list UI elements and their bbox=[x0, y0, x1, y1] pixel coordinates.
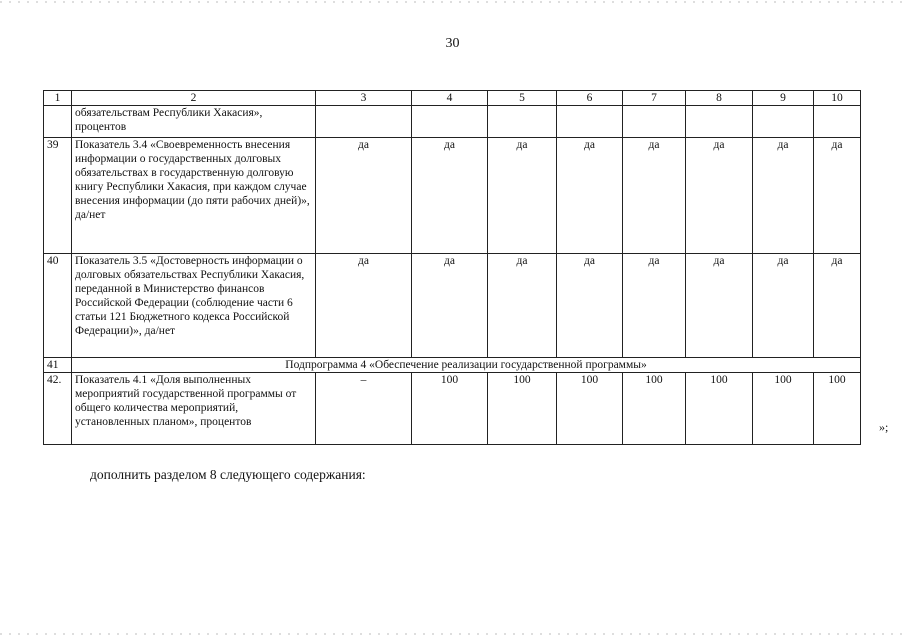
value-cell bbox=[316, 106, 412, 138]
value-cell: да bbox=[686, 254, 753, 358]
closing-quote-mark: »; bbox=[879, 420, 889, 434]
value-cell bbox=[623, 106, 686, 138]
value-cell: 100 bbox=[623, 373, 686, 445]
header-cell: 8 bbox=[686, 91, 753, 106]
row-number: 39 bbox=[44, 138, 72, 254]
value-cell bbox=[557, 106, 623, 138]
value-cell bbox=[686, 106, 753, 138]
scan-artifact-top bbox=[0, 1, 905, 3]
amendment-instruction: дополнить разделом 8 следующего содержания: bbox=[90, 467, 366, 482]
row-number: 41 bbox=[44, 358, 72, 373]
value-cell: да bbox=[753, 138, 814, 254]
indicators-table bbox=[43, 90, 861, 445]
header-cell: 6 bbox=[557, 91, 623, 106]
value-cell: да bbox=[814, 254, 861, 358]
value-cell: да bbox=[557, 138, 623, 254]
value-cell: 100 bbox=[814, 373, 861, 445]
table-row bbox=[44, 138, 861, 254]
table-row bbox=[44, 254, 861, 358]
row-number: 42. bbox=[44, 373, 72, 445]
value-cell: 100 bbox=[686, 373, 753, 445]
header-cell: 5 bbox=[488, 91, 557, 106]
value-cell: да bbox=[412, 138, 488, 254]
value-cell: 100 bbox=[488, 373, 557, 445]
indicator-name: Показатель 3.5 «Достоверность информации о долговых обязательствах Республики Хакасия, переданной в Министерство финансов Российской Федерации (соблюдение части 6 статьи 121 Бюджетного кодекса Российской Федерации)», да/нет bbox=[72, 254, 316, 358]
value-cell: да bbox=[814, 138, 861, 254]
table-header-row bbox=[44, 91, 861, 106]
value-cell: да bbox=[488, 138, 557, 254]
table-row bbox=[44, 373, 861, 445]
header-cell: 3 bbox=[316, 91, 412, 106]
value-cell bbox=[814, 106, 861, 138]
header-cell: 9 bbox=[753, 91, 814, 106]
value-cell: да bbox=[623, 254, 686, 358]
header-cell: 10 bbox=[814, 91, 861, 106]
value-cell: да bbox=[316, 138, 412, 254]
value-cell: да bbox=[557, 254, 623, 358]
value-cell: 100 bbox=[412, 373, 488, 445]
header-cell: 1 bbox=[44, 91, 72, 106]
value-cell: да bbox=[412, 254, 488, 358]
value-cell: да bbox=[623, 138, 686, 254]
value-cell: да bbox=[488, 254, 557, 358]
subprogram-title: Подпрограмма 4 «Обеспечение реализации государственной программы» bbox=[72, 358, 861, 373]
row-number: 40 bbox=[44, 254, 72, 358]
indicator-name: Показатель 3.4 «Своевременность внесения информации о государственных долговых обязательствах в государственную долговую книгу Республики Хакасия, при каждом случае внесения информации (до пяти рабочих дней)», да/нет bbox=[72, 138, 316, 254]
header-cell: 7 bbox=[623, 91, 686, 106]
value-cell: да bbox=[316, 254, 412, 358]
indicator-name: обязательствам Республики Хакасия», процентов bbox=[72, 106, 316, 138]
scan-artifact-bottom bbox=[0, 633, 905, 635]
value-cell: да bbox=[686, 138, 753, 254]
value-cell: да bbox=[753, 254, 814, 358]
header-cell: 4 bbox=[412, 91, 488, 106]
value-cell: 100 bbox=[753, 373, 814, 445]
value-cell bbox=[412, 106, 488, 138]
subprogram-row bbox=[44, 358, 861, 373]
value-cell: – bbox=[316, 373, 412, 445]
value-cell: 100 bbox=[557, 373, 623, 445]
value-cell bbox=[488, 106, 557, 138]
table-row bbox=[44, 106, 861, 138]
row-number bbox=[44, 106, 72, 138]
indicator-name: Показатель 4.1 «Доля выполненных мероприятий государственной программы от общего количества мероприятий, установленных планом», процентов bbox=[72, 373, 316, 445]
value-cell bbox=[753, 106, 814, 138]
header-cell: 2 bbox=[72, 91, 316, 106]
page-number: 30 bbox=[445, 36, 460, 51]
